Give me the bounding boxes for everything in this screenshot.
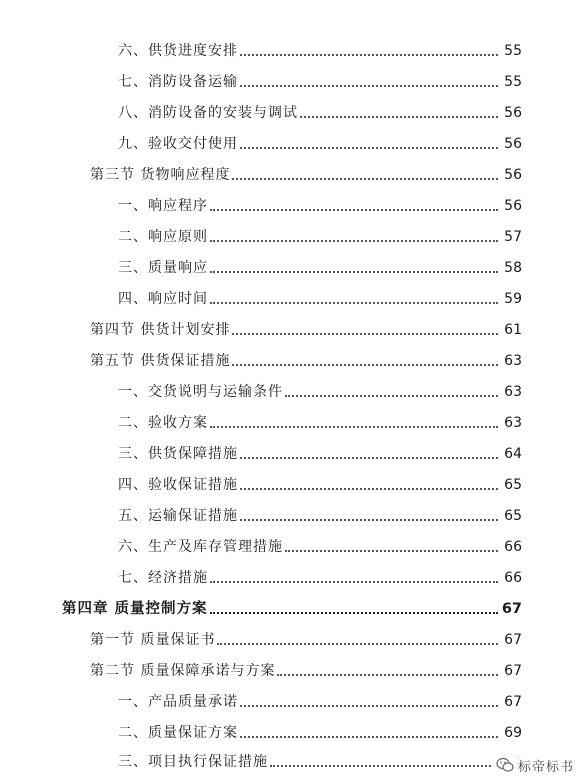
- toc-entry-title: 六、生产及库存管理措施: [118, 539, 283, 555]
- toc-dot-leader: [285, 549, 498, 552]
- toc-entry[interactable]: [118, 379, 522, 401]
- toc-dot-leader: [300, 115, 498, 118]
- toc-dot-leader: [240, 456, 498, 459]
- watermark: [492, 754, 576, 776]
- toc-entry-title: 二、验收方案: [118, 415, 208, 431]
- toc-entry[interactable]: [118, 534, 522, 556]
- toc-entry-page: 69: [504, 725, 522, 741]
- toc-entry-title: 一、响应程序: [118, 198, 208, 214]
- toc-entry[interactable]: [118, 286, 522, 308]
- toc-entry-page: 66: [504, 539, 522, 555]
- toc-entry-title: 八、消防设备的安装与调试: [118, 105, 298, 121]
- toc-entry-page: 65: [504, 477, 522, 493]
- toc-entry-title: 五、运输保证措施: [118, 508, 238, 524]
- toc-entry-title: 二、响应原则: [118, 229, 208, 245]
- wechat-icon: [496, 757, 514, 773]
- toc-entry-title: 三、供货保障措施: [118, 446, 238, 462]
- toc-entry-title: 七、消防设备运输: [118, 74, 238, 90]
- toc-entry-page: 65: [504, 508, 522, 524]
- toc-entry-title: 第四章 质量控制方案: [62, 601, 208, 617]
- toc-entry-page: 55: [504, 43, 522, 59]
- toc-entry-page: 63: [504, 415, 522, 431]
- toc-entry-title: 第五节 供货保证措施: [90, 353, 231, 369]
- toc-dot-leader: [240, 84, 498, 87]
- toc-entry[interactable]: [118, 255, 522, 277]
- toc-entry[interactable]: [118, 224, 522, 246]
- toc-entry-page: 58: [504, 260, 522, 276]
- toc-entry[interactable]: [90, 627, 522, 649]
- toc-entry-page: 63: [504, 353, 522, 369]
- toc-dot-leader: [240, 704, 498, 707]
- toc-entry[interactable]: [118, 720, 522, 742]
- toc-entry-title: 九、验收交付使用: [118, 136, 238, 152]
- toc-entry-page: 56: [504, 136, 522, 152]
- toc-entry-page: 67: [504, 632, 522, 648]
- toc-dot-leader: [240, 487, 498, 490]
- toc-entry-page: 67: [501, 601, 522, 617]
- toc-dot-leader: [210, 425, 498, 428]
- toc-entry-page: 55: [504, 74, 522, 90]
- toc-dot-leader: [210, 239, 498, 242]
- toc-entry-title: 第二节 质量保障承诺与方案: [90, 663, 276, 679]
- toc-dot-leader: [240, 518, 498, 521]
- watermark-text: 标帝标书: [517, 759, 574, 775]
- toc-entry-page: 59: [504, 291, 522, 307]
- toc-dot-leader: [210, 611, 498, 614]
- toc-entry-page: 56: [504, 167, 522, 183]
- toc-entry-page: 67: [504, 663, 522, 679]
- toc-entry-page: 66: [504, 570, 522, 586]
- toc-entry[interactable]: [118, 69, 522, 91]
- toc-dot-leader: [210, 301, 498, 304]
- toc-entry-page: 61: [504, 322, 522, 338]
- toc-entry[interactable]: [118, 193, 522, 215]
- toc-entry-page: 56: [504, 105, 522, 121]
- toc-dot-leader: [217, 642, 498, 645]
- toc-dot-leader: [270, 764, 498, 767]
- toc-entry[interactable]: [90, 348, 522, 370]
- toc-entry[interactable]: [90, 317, 522, 339]
- toc-entry-title: 二、质量保证方案: [118, 725, 238, 741]
- toc-entry[interactable]: [118, 131, 522, 153]
- toc-entry-title: 第一节 质量保证书: [90, 632, 216, 648]
- toc-dot-leader: [285, 394, 498, 397]
- toc-dot-leader: [210, 208, 498, 211]
- toc-entry-page: 67: [504, 694, 522, 710]
- toc-entry[interactable]: [118, 472, 522, 494]
- toc-entry-title: 六、供货进度安排: [118, 43, 238, 59]
- toc-entry-title: 三、质量响应: [118, 260, 208, 276]
- toc-entry-title: 四、响应时间: [118, 291, 208, 307]
- toc-dot-leader: [240, 146, 498, 149]
- toc-entry[interactable]: [118, 38, 522, 60]
- toc-entry[interactable]: [118, 100, 522, 122]
- toc-dot-leader: [232, 177, 498, 180]
- toc-dot-leader: [232, 332, 498, 335]
- toc-entry-page: 57: [504, 229, 522, 245]
- toc-dot-leader: [240, 53, 498, 56]
- toc-entry-page: 64: [504, 446, 522, 462]
- toc-dot-leader: [277, 673, 498, 676]
- toc-entry-page: 56: [504, 198, 522, 214]
- toc-entry-title: 一、产品质量承诺: [118, 694, 238, 710]
- toc-entry[interactable]: [118, 410, 522, 432]
- toc-dot-leader: [210, 580, 498, 583]
- toc-entry-chapter[interactable]: [62, 596, 522, 618]
- toc-dot-leader: [240, 735, 498, 738]
- toc-entry[interactable]: [118, 689, 522, 711]
- toc-entry[interactable]: [118, 441, 522, 463]
- toc-entry[interactable]: [90, 162, 522, 184]
- toc-entry-title: 四、验收保证措施: [118, 477, 238, 493]
- toc-entry[interactable]: [118, 565, 522, 587]
- toc-dot-leader: [232, 363, 498, 366]
- toc-entry-title: 第三节 货物响应程度: [90, 167, 231, 183]
- toc-entry[interactable]: [118, 503, 522, 525]
- toc-entry-page: 63: [504, 384, 522, 400]
- toc-entry-title: 三、项目执行保证措施: [118, 754, 268, 770]
- toc-entry[interactable]: [118, 749, 522, 771]
- toc-entry-title: 一、交货说明与运输条件: [118, 384, 283, 400]
- toc-dot-leader: [210, 270, 498, 273]
- toc-entry-title: 第四节 供货计划安排: [90, 322, 231, 338]
- toc-entry-title: 七、经济措施: [118, 570, 208, 586]
- toc-entry[interactable]: [90, 658, 522, 680]
